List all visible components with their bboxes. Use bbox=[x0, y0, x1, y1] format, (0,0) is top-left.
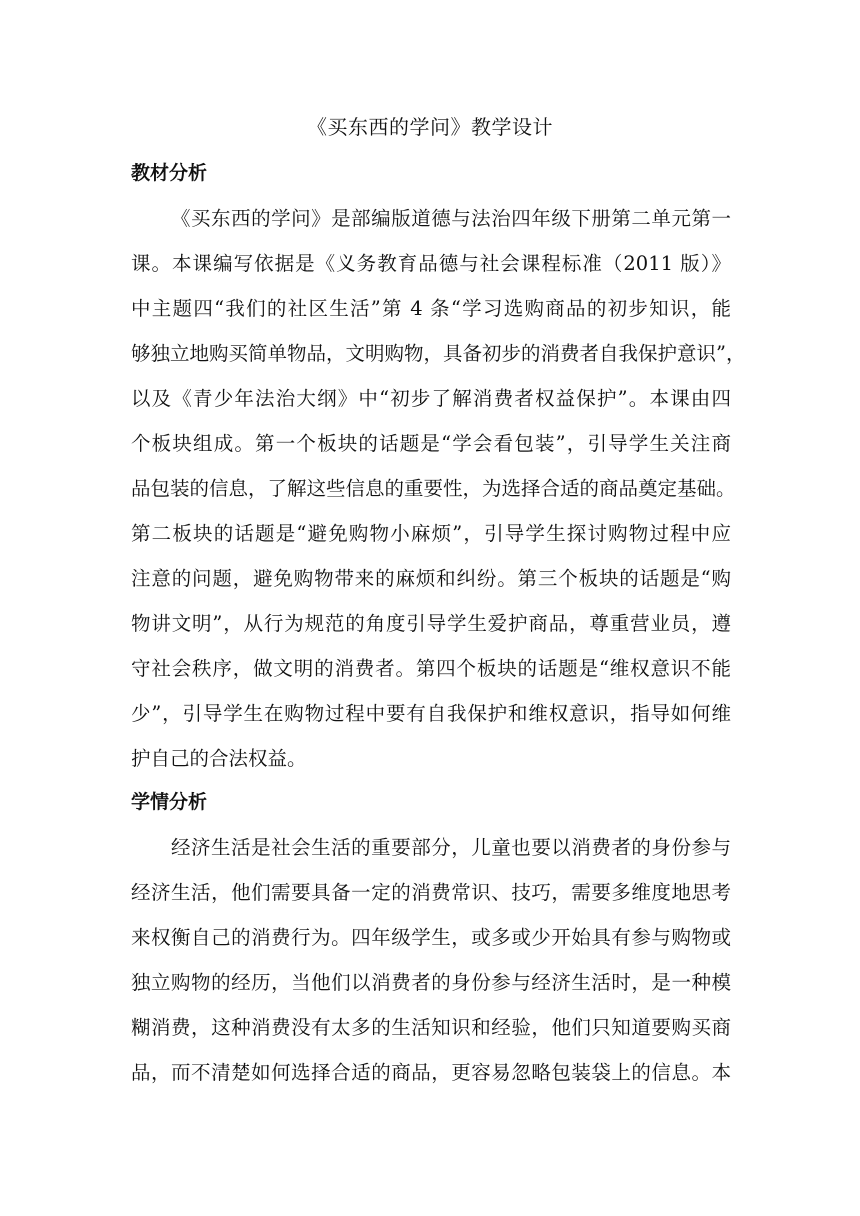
paragraph-line: 以及《青少年法治大纲》中“初步了解消费者权益保护”。本课由四 bbox=[131, 387, 731, 410]
paragraph-line: 糊消费，这种消费没有太多的生活知识和经验，他们只知道要购买商 bbox=[131, 1016, 731, 1039]
textbook-analysis-paragraph bbox=[131, 196, 746, 781]
paragraph-line: 个板块组成。第一个板块的话题是“学会看包装”，引导学生关注商 bbox=[131, 432, 731, 455]
section-heading-student-analysis: 学情分析 bbox=[131, 791, 208, 813]
paragraph-line: 《买东西的学问》是部编版道德与法治四年级下册第二单元第一 bbox=[171, 207, 731, 230]
paragraph-line: 品，而不清楚如何选择合适的商品，更容易忽略包装袋上的信息。本 bbox=[131, 1061, 731, 1084]
paragraph-line: 经济生活是社会生活的重要部分，儿童也要以消费者的身份参与 bbox=[171, 836, 731, 859]
document-title: 《买东西的学问》教学设计 bbox=[307, 115, 553, 139]
paragraph-line: 来权衡自己的消费行为。四年级学生，或多或少开始具有参与购物或 bbox=[131, 926, 731, 949]
student-analysis-paragraph bbox=[131, 825, 731, 1095]
paragraph-line: 中主题四“我们的社区生活”第 4 条“学习选购商品的初步知识，能 bbox=[131, 297, 731, 320]
paragraph-line: 第二板块的话题是“避免购物小麻烦”，引导学生探讨购物过程中应 bbox=[131, 522, 731, 545]
paragraph-line: 注意的问题，避免购物带来的麻烦和纠纷。第三个板块的话题是“购 bbox=[131, 567, 731, 590]
paragraph-line: 够独立地购买简单物品，文明购物，具备初步的消费者自我保护意识”， bbox=[131, 342, 746, 365]
paragraph-line: 经济生活，他们需要具备一定的消费常识、技巧，需要多维度地思考 bbox=[131, 881, 731, 904]
section-heading-textbook-analysis: 教材分析 bbox=[131, 162, 208, 184]
paragraph-line: 护自己的合法权益。 bbox=[131, 747, 307, 770]
paragraph-line: 课。本课编写依据是《义务教育品德与社会课程标准（2011 版）》 bbox=[131, 252, 731, 275]
paragraph-line: 品包装的信息，了解这些信息的重要性，为选择合适的商品奠定基础。 bbox=[131, 477, 736, 500]
paragraph-line: 独立购物的经历，当他们以消费者的身份参与经济生活时，是一种模 bbox=[131, 971, 731, 994]
paragraph-line: 物讲文明”，从行为规范的角度引导学生爱护商品，尊重营业员，遵 bbox=[131, 612, 731, 635]
paragraph-line: 少”，引导学生在购物过程中要有自我保护和维权意识，指导如何维 bbox=[131, 702, 731, 725]
paragraph-line: 守社会秩序，做文明的消费者。第四个板块的话题是“维权意识不能 bbox=[131, 657, 731, 680]
